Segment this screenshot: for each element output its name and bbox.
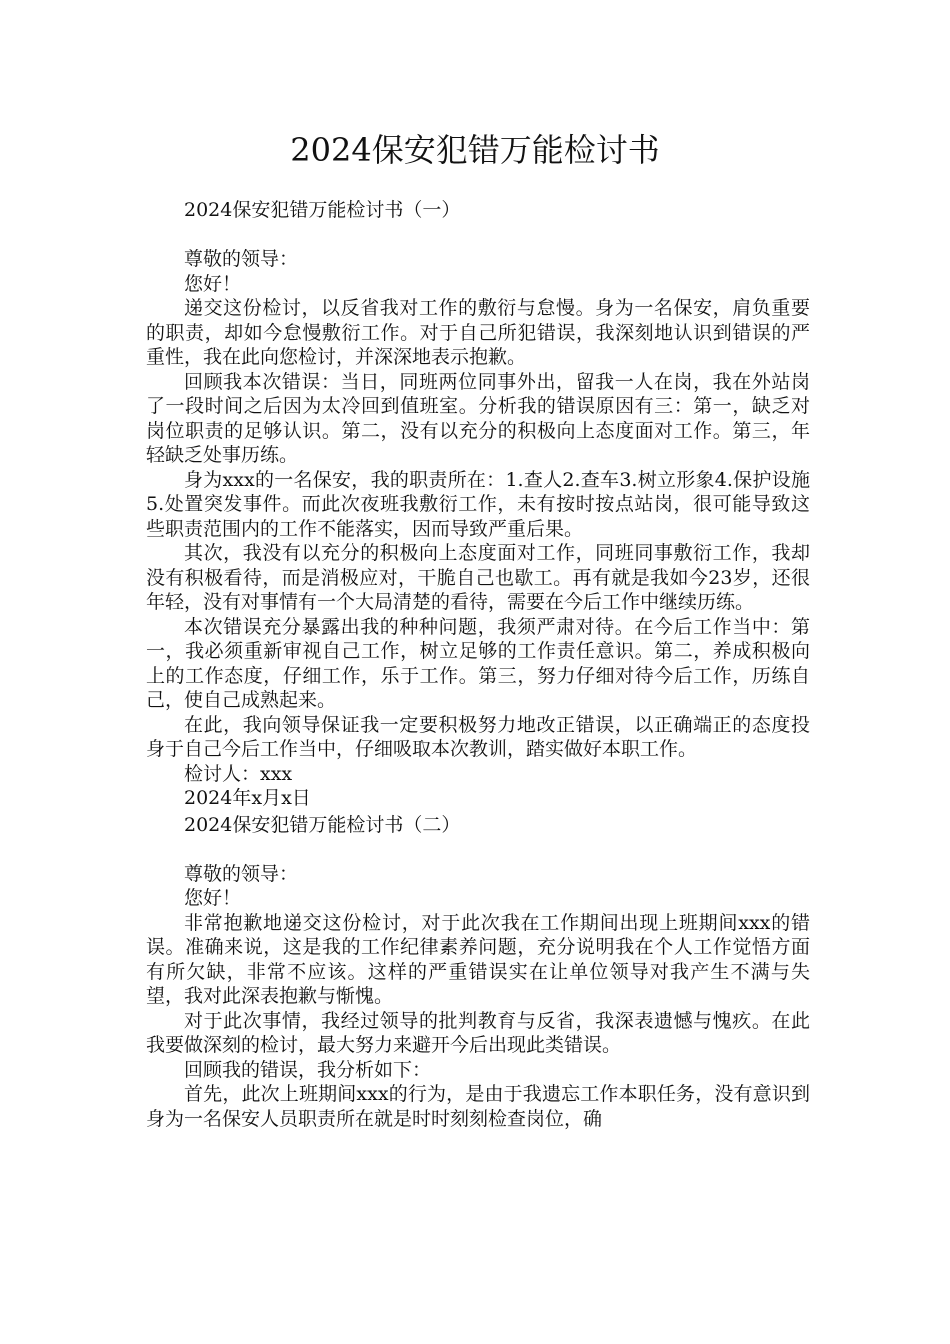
paragraph: 在此，我向领导保证我一定要积极努力地改正错误，以正确端正的态度投身于自己今后工作当中，仔细吸取本次教训，踏实做好本职工作。 [146, 713, 810, 760]
paragraph: 回顾我本次错误：当日，同班两位同事外出，留我一人在岗，我在外站岗了一段时间之后因为太冷回到值班室。分析我的错误原因有三：第一，缺乏对岗位职责的足够认识。第二，没有以充分的积极向上态度面对工作。第三，年轻缺乏处事历练。 [146, 370, 810, 466]
signer: 检讨人：xxx [184, 762, 293, 785]
paragraph: 本次错误充分暴露出我的种种问题，我须严肃对待。在今后工作当中：第一，我必须重新审视自己工作，树立足够的工作责任意识。第二，养成积极向上的工作态度，仔细工作，乐于工作。第三，努力仔细对待今后工作，历练自己，使自己成熟起来。 [146, 615, 810, 711]
paragraph: 其次，我没有以充分的积极向上态度面对工作，同班同事敷衍工作，我却没有积极看待，而是消极应对，干脆自己也歇工。再有就是我如今23岁，还很年轻，没有对事情有一个大局清楚的看待，需要在今后工作中继续历练。 [146, 542, 810, 613]
paragraph: 首先，此次上班期间xxx的行为，是由于我遗忘工作本职任务，没有意识到身为一名保安人员职责所在就是时时刻刻检查岗位，确 [146, 1083, 810, 1130]
paragraph: 递交这份检讨，以反省我对工作的敷衍与怠慢。身为一名保安，肩负重要的职责，却如今怠慢敷衍工作。对于自己所犯错误，我深刻地认识到错误的严重性，我在此向您检讨，并深深地表示抱歉。 [146, 297, 810, 368]
paragraph: 对于此次事情，我经过领导的批判教育与反省，我深表遗憾与愧疚。在此我要做深刻的检讨，最大努力来避开今后出现此类错误。 [146, 1009, 810, 1056]
paragraph: 回顾我的错误，我分析如下： [184, 1058, 432, 1081]
section-heading-2: 2024保安犯错万能检讨书（二） [184, 813, 461, 836]
salutation: 尊敬的领导： [184, 862, 299, 885]
salutation: 尊敬的领导： [184, 248, 299, 270]
blank-line [146, 223, 810, 248]
blank-line [146, 837, 810, 862]
document-body [146, 196, 810, 1131]
greeting: 您好！ [184, 272, 242, 295]
paragraph: 身为xxx的一名保安，我的职责所在：1.查人2.查车3.树立形象4.保护设施5.处置突发事件。而此次夜班我敷衍工作，未有按时按点站岗，很可能导致这些职责范围内的工作不能落实，因而导致严重后果。 [146, 468, 810, 540]
section-heading-1: 2024保安犯错万能检讨书（一） [184, 199, 461, 221]
date: 2024年x月x日 [184, 787, 311, 809]
document-title: 2024保安犯错万能检讨书 [290, 131, 660, 169]
greeting: 您好！ [184, 887, 242, 909]
paragraph: 非常抱歉地递交这份检讨，对于此次我在工作期间出现上班期间xxx的错误。准确来说，这是我的工作纪律素养问题，充分说明我在个人工作觉悟方面有所欠缺，非常不应该。这样的严重错误实在让单位领导对我产生不满与失望，我对此深表抱歉与惭愧。 [146, 911, 810, 1007]
